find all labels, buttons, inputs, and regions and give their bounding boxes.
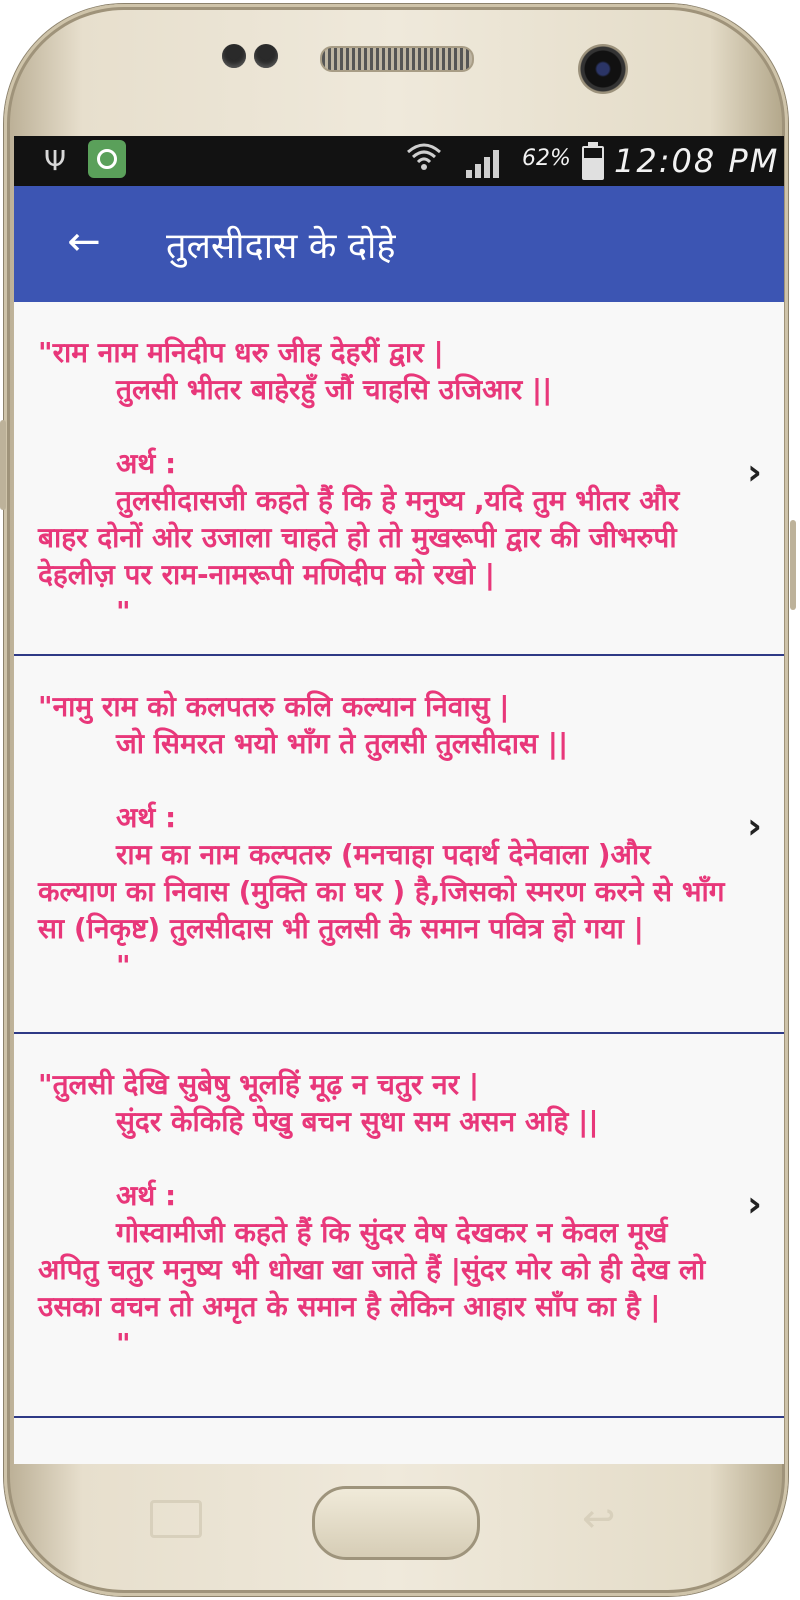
recent-apps-key-icon[interactable] bbox=[150, 1500, 202, 1538]
back-key-icon[interactable]: ↩ bbox=[582, 1496, 616, 1542]
sensor-dots bbox=[222, 44, 282, 70]
usb-icon: Ψ bbox=[44, 144, 67, 177]
doha-text: "तुलसी देखि सुबेषु भूलहिं मूढ़ न चतुर नर | सुंदर केकिहि पेखु बचन सुधा सम असन अहि || अर्थ : गोस्वामीजी कहते हैं कि सुंदर वेष देखकर न केवल मूर्ख अपितु चतुर मनुष्य भी धोखा खा जाते हैं |सुंदर मोर को ही देख लो उसका वचन तो अमृत के समान है लेकिन आहार साँप का है | " bbox=[38, 1068, 706, 1360]
app-notification-icon bbox=[88, 140, 126, 178]
battery-charging-icon bbox=[582, 146, 604, 180]
list-item[interactable] bbox=[14, 302, 784, 656]
wifi-icon bbox=[406, 140, 442, 184]
signal-icon bbox=[466, 146, 506, 178]
dohe-list bbox=[14, 302, 784, 1418]
front-camera bbox=[578, 44, 628, 94]
side-button-right bbox=[790, 520, 796, 610]
back-arrow-icon[interactable]: ← bbox=[67, 219, 101, 265]
page-title: तुलसीदास के दोहे bbox=[166, 226, 396, 267]
home-button[interactable] bbox=[312, 1486, 480, 1560]
app-bar bbox=[14, 186, 784, 302]
chevron-right-icon: › bbox=[747, 1184, 762, 1225]
earpiece-speaker bbox=[320, 46, 474, 72]
chevron-right-icon: › bbox=[747, 452, 762, 493]
chevron-right-icon: › bbox=[747, 806, 762, 847]
status-bar bbox=[14, 136, 784, 186]
list-item[interactable] bbox=[14, 656, 784, 1034]
doha-text: "राम नाम मनिदीप धरु जीह देहरीं द्वार | तुलसी भीतर बाहेरहुँ जौं चाहसि उजिआर || अर्थ : तुलसीदासजी कहते हैं कि हे मनुष्य ,यदि तुम भीतर और बाहर दोनों ओर उजाला चाहते हो तो मुखरूपी द्वार की जीभरुपी देहलीज़ पर राम-नामरूपी मणिदीप को रखो | " bbox=[38, 336, 680, 628]
doha-text: "नामु राम को कलपतरु कलि कल्यान निवासु | जो सिमरत भयो भाँग ते तुलसी तुलसीदास || अर्थ : राम का नाम कल्पतरु (मनचाहा पदार्थ देनेवाला )और कल्याण का निवास (मुक्ति का घर ) है,जिसको स्मरण करने से भाँग सा (निकृष्ट) तुलसीदास भी तुलसी के समान पवित्र हो गया | " bbox=[38, 690, 725, 982]
side-button-left bbox=[0, 420, 6, 510]
list-item[interactable] bbox=[14, 1034, 784, 1418]
screen bbox=[14, 136, 784, 1464]
battery-percent: 62% bbox=[522, 146, 571, 171]
status-clock: 12:08 PM bbox=[614, 142, 780, 180]
